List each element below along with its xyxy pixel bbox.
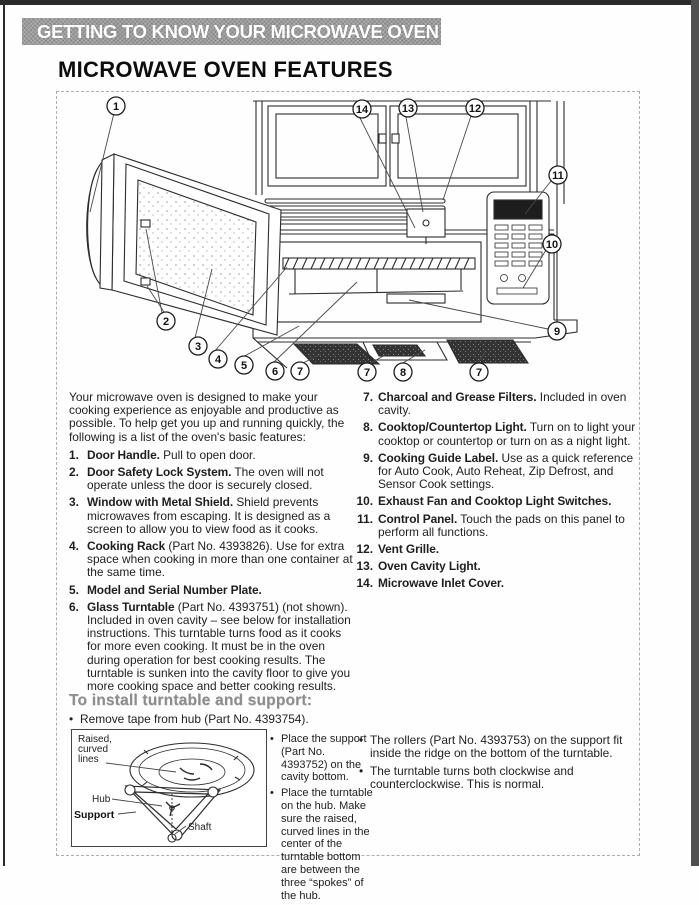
feature-text: Door Safety Lock System. The oven will not operate unless the door is securely closed. (87, 465, 324, 493)
callout-6: 6 (271, 366, 279, 378)
features-column-right (356, 391, 640, 591)
callout-7c: 7 (475, 367, 483, 379)
feature-text: Cooking Rack (Part No. 4393826). Use for extra space when cooking in more than one container at the same time. (87, 539, 353, 580)
label-raised: Raised, (78, 734, 112, 745)
install-step-1: • Place the support (Part No. 4393752) on the cavity bottom. (270, 733, 374, 784)
feature-text: Control Panel. Touch the pads on this panel to perform all functions. (378, 511, 625, 539)
callout-4: 4 (214, 354, 222, 366)
callout-11: 11 (552, 170, 564, 182)
feature-item-2 (69, 466, 357, 492)
feature-number: 1. (69, 447, 79, 462)
install-notes (359, 734, 635, 796)
label-lines: lines (78, 754, 99, 765)
feature-item-1 (69, 449, 357, 462)
page-right-edge (691, 0, 699, 866)
feature-text: Cooktop/Countertop Light. Turn on to light your cooktop or countertop or turn on as a night light. (378, 420, 636, 448)
callout-10: 10 (545, 239, 559, 251)
turntable-figure (71, 729, 267, 847)
feature-text: Cooking Guide Label. Use as a quick reference for Auto Cook, Auto Reheat, Zip Defrost, and Sensor Cook settings. (378, 450, 634, 492)
feature-text: Oven Cavity Light. (378, 559, 481, 574)
page-top-edge (0, 0, 699, 5)
feature-number: 8. (363, 420, 373, 435)
feature-number: 13. (356, 559, 373, 574)
feature-item-7 (356, 391, 640, 417)
install-note-1: • The rollers (Part No. 4393753) on the support fit inside the ridge on the bottom of the turntable. (359, 734, 635, 761)
feature-item-3 (69, 496, 357, 536)
label-shaft: Shaft (188, 822, 212, 833)
feature-number: 2. (69, 465, 79, 480)
turntable-figure-drawing (72, 730, 266, 846)
callout-7b: 7 (363, 367, 371, 379)
feature-item-5 (69, 584, 357, 597)
label-support: Support (74, 809, 115, 821)
feature-text: Glass Turntable (Part No. 4393751) (not shown). Included in oven cavity – see below for installation instructions. This turntable turns food as it cooks for more even cooking. It must be in the oven during operation for best cooking results. The turntable is sunken into the cavity floor to give you more cooking space and better cooking results. (87, 599, 351, 694)
section-banner: GETTING TO KNOW YOUR MICROWAVE OVEN (22, 18, 441, 45)
label-hub: Hub (92, 794, 111, 805)
feature-number: 12. (356, 542, 373, 557)
feature-item-13 (356, 560, 640, 573)
feature-item-11 (356, 513, 640, 539)
page-left-edge (3, 0, 5, 866)
feature-text: Vent Grille. (378, 542, 439, 557)
callout-7a: 7 (296, 366, 304, 378)
callout-2: 2 (162, 316, 170, 328)
feature-item-10 (356, 495, 640, 508)
feature-text: Microwave Inlet Cover. (378, 576, 505, 591)
feature-number: 5. (69, 582, 79, 597)
install-heading: To install turntable and support: (69, 692, 313, 709)
oven-diagram (57, 92, 639, 388)
callout-5: 5 (240, 360, 248, 372)
callout-12: 12 (468, 103, 482, 115)
feature-text: Model and Serial Number Plate. (87, 582, 262, 597)
feature-number: 4. (69, 539, 79, 554)
feature-number: 10. (356, 494, 373, 509)
feature-number: 14. (356, 576, 373, 591)
feature-number: 6. (69, 599, 79, 614)
feature-text: Window with Metal Shield. Shield prevents microwaves from escaping. It is designed as a screen to allow you to view food as it cooks. (87, 495, 331, 536)
install-note-2: • The turntable turns both clockwise and counterclockwise. This is normal. (359, 765, 635, 792)
callout-14: 14 (355, 104, 369, 116)
callout-8: 8 (399, 367, 407, 379)
feature-item-14 (356, 577, 640, 590)
callout-9: 9 (553, 326, 561, 338)
feature-item-9 (356, 452, 640, 492)
feature-number: 3. (69, 495, 79, 510)
feature-text: Exhaust Fan and Cooktop Light Switches. (378, 494, 612, 509)
install-step-2: • Place the turntable on the hub. Make sure the raised, curved lines in the center of the turntable bottom are between the three “spokes” of the hub. (270, 787, 374, 902)
feature-item-4 (69, 540, 357, 580)
install-remove-tape: • Remove tape from hub (Part No. 4393754). (69, 713, 364, 726)
intro-paragraph: Your microwave oven is designed to make your cooking experience as enjoyable and productive as possible. To help get you up and running quickly, the following is a list of the oven's basic features: (69, 390, 345, 444)
page-title: MICROWAVE OVEN FEATURES (58, 57, 393, 82)
feature-number: 11. (357, 511, 373, 526)
callout-13: 13 (401, 103, 415, 115)
feature-number: 7. (363, 390, 373, 404)
feature-item-12 (356, 543, 640, 556)
label-curved: curved (78, 744, 109, 755)
feature-item-8 (356, 421, 640, 447)
feature-text: Charcoal and Grease Filters. Included in oven cavity. (378, 390, 627, 418)
feature-number: 9. (363, 450, 373, 465)
features-column-left (69, 391, 357, 693)
callout-3: 3 (194, 341, 202, 353)
feature-item-6 (69, 601, 357, 693)
callout-1: 1 (112, 101, 120, 113)
content-border-box (56, 91, 640, 902)
feature-text: Door Handle. Pull to open door. (87, 447, 256, 462)
